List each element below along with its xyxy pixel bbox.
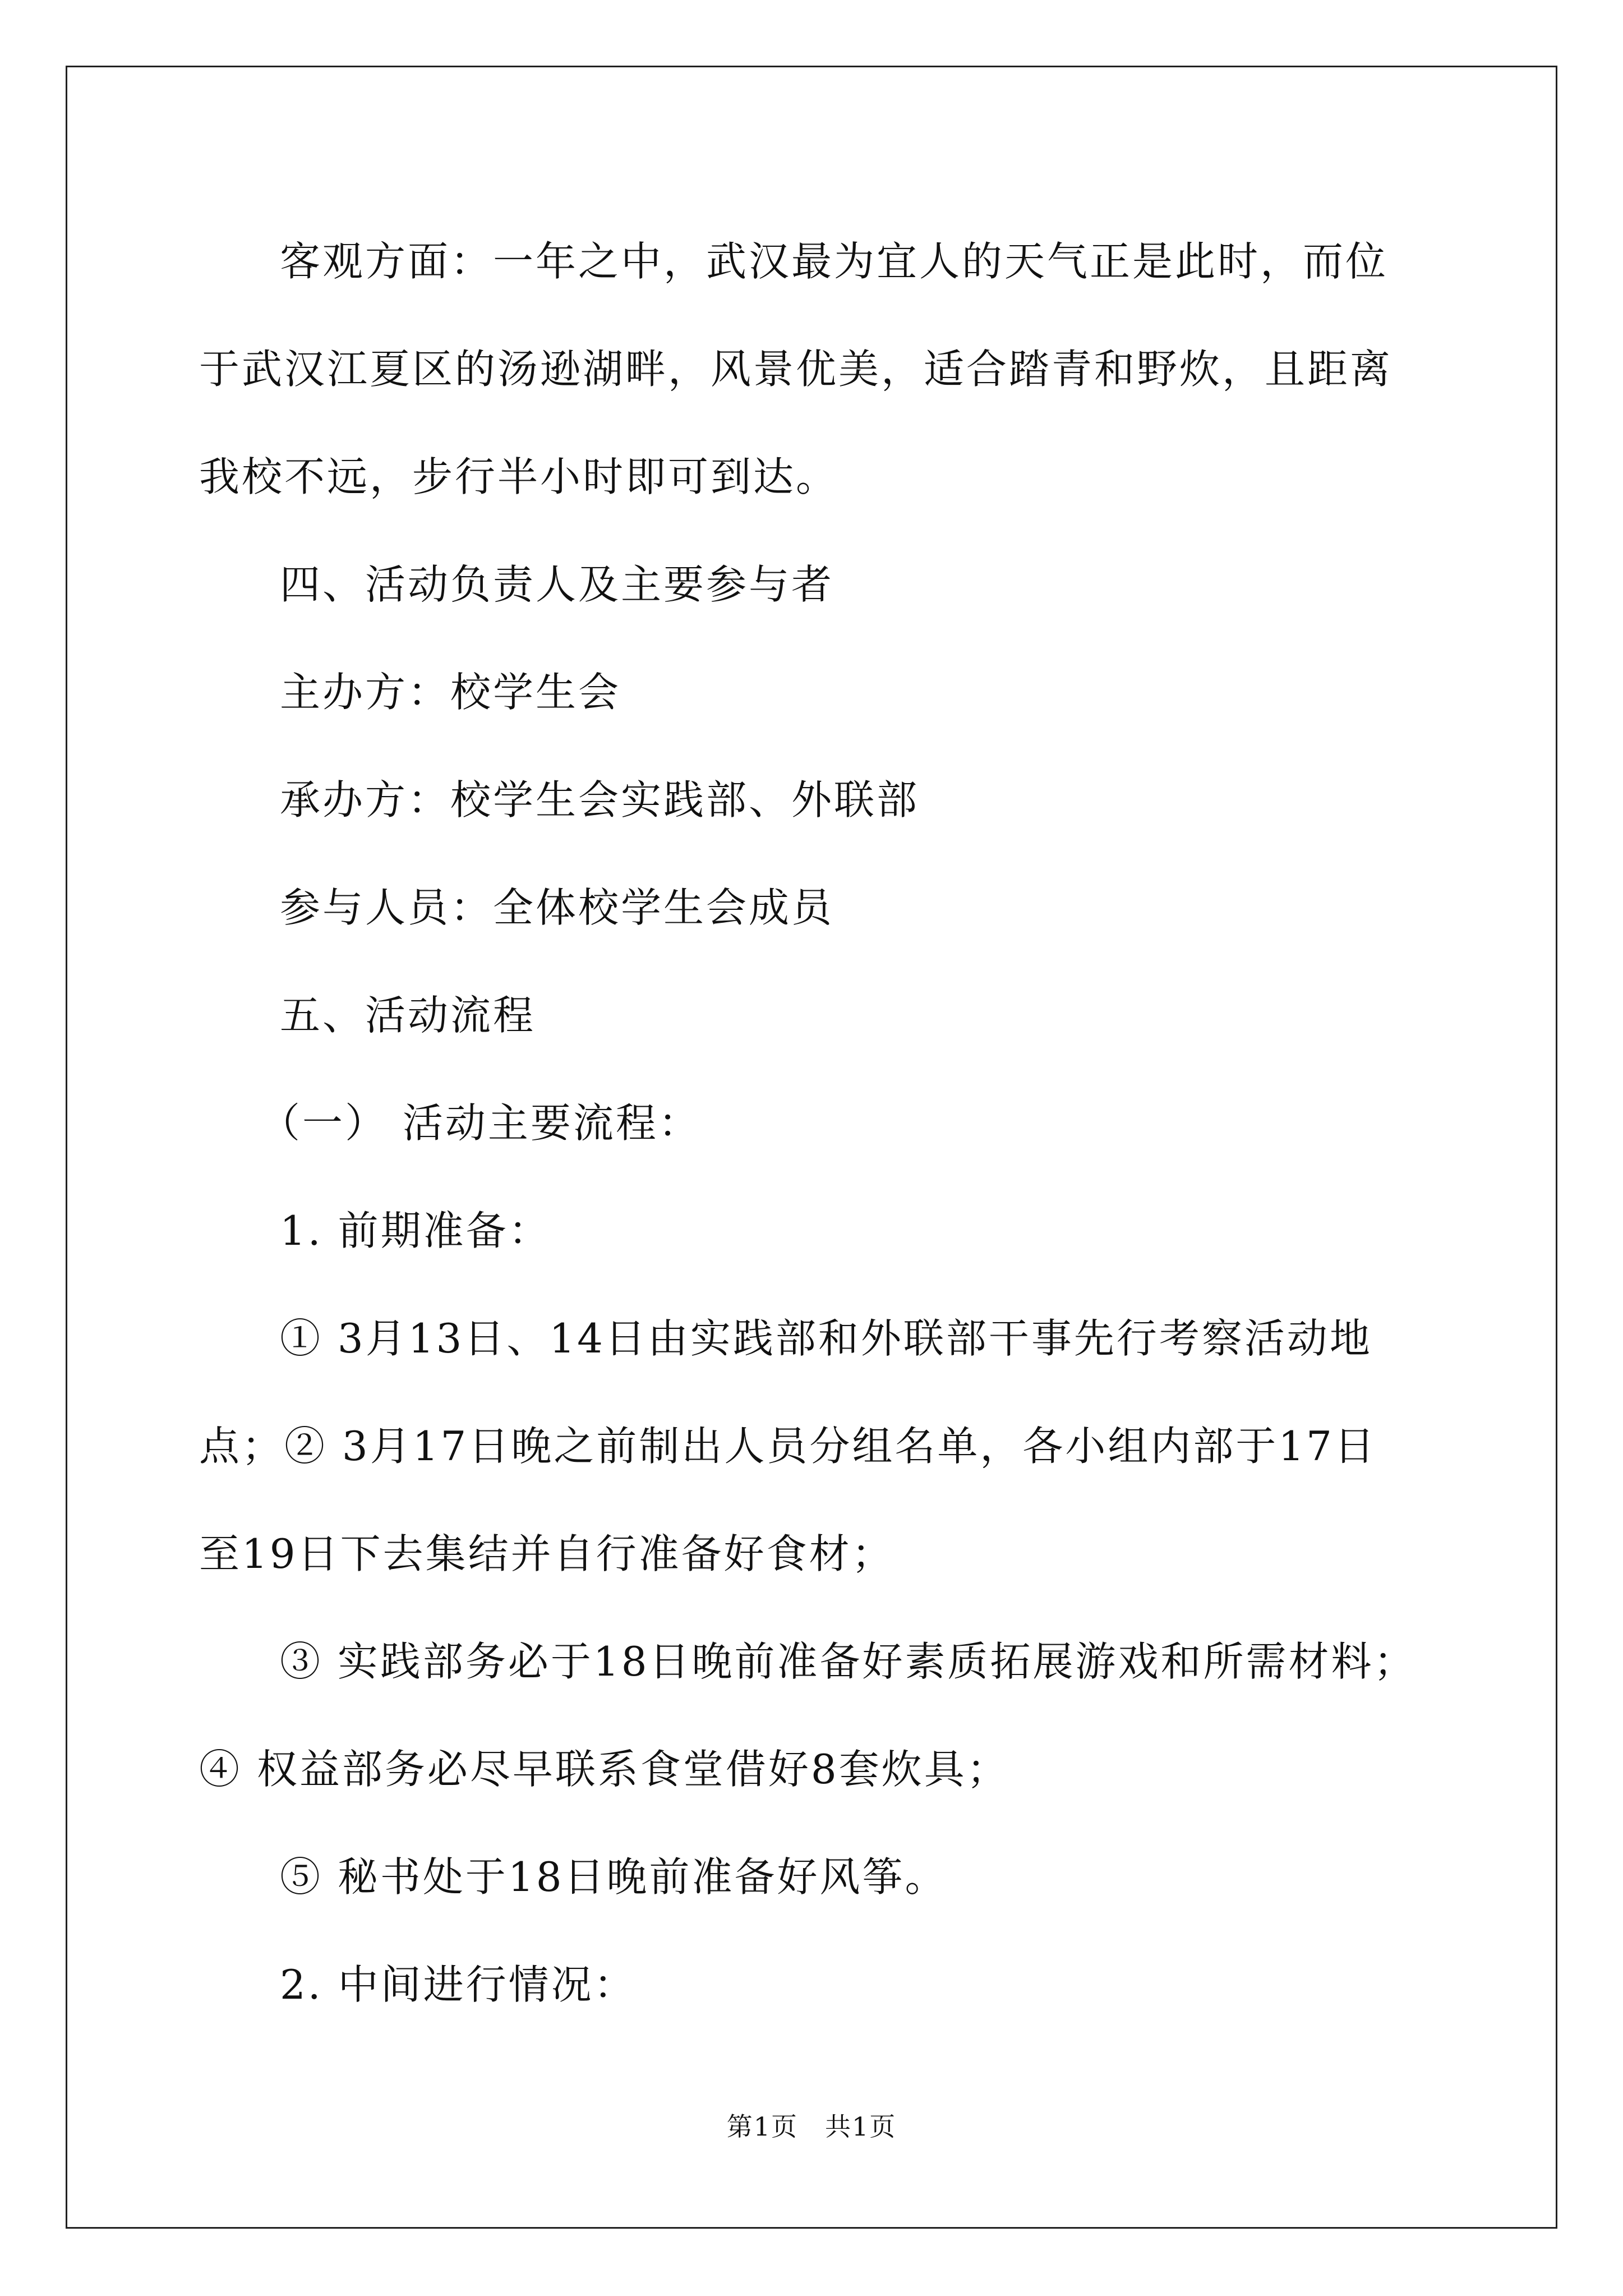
step-heading-preparation: 1. 前期准备： (280, 1207, 551, 1254)
step-heading-ongoing: 2. 中间进行情况： (280, 1961, 637, 2008)
section-heading-leaders: 四、活动负责人及主要参与者 (280, 561, 834, 608)
paragraph-prep-items-3-4: ③ 实践部务必于18日晚前准备好素质拓展游戏和所需材料；④ 权益部务必尽早联系食堂借好8套炊具； (199, 1638, 1417, 1793)
paragraph-organizer: 主办方：校学生会 (280, 669, 621, 716)
paragraph-prep-items-1-2: ① 3月13日、14日由实践部和外联部干事先行考察活动地点；② 3月17日晚之前制出人员分组名单，各小组内部于17日至19日下去集结并自行准备好食材； (199, 1315, 1377, 1577)
page-number-footer: 第1页 共1页 (726, 2111, 897, 2142)
paragraph-objective-aspect: 客观方面：一年之中，武汉最为宜人的天气正是此时，而位于武汉江夏区的汤逊湖畔，风景优美，适合踏青和野炊，且距离我校不远，步行半小时即可到达。 (199, 238, 1393, 500)
paragraph-co-organizer: 承办方：校学生会实践部、外联部 (280, 776, 920, 823)
document-body (199, 208, 1419, 2039)
paragraph-participants: 参与人员：全体校学生会成员 (280, 884, 834, 931)
paragraph-prep-item-5: ⑤ 秘书处于18日晚前准备好风筝。 (280, 1853, 948, 1901)
subsection-heading-main-process: （一） 活动主要流程： (260, 1099, 701, 1147)
section-heading-process: 五、活动流程 (280, 992, 536, 1039)
